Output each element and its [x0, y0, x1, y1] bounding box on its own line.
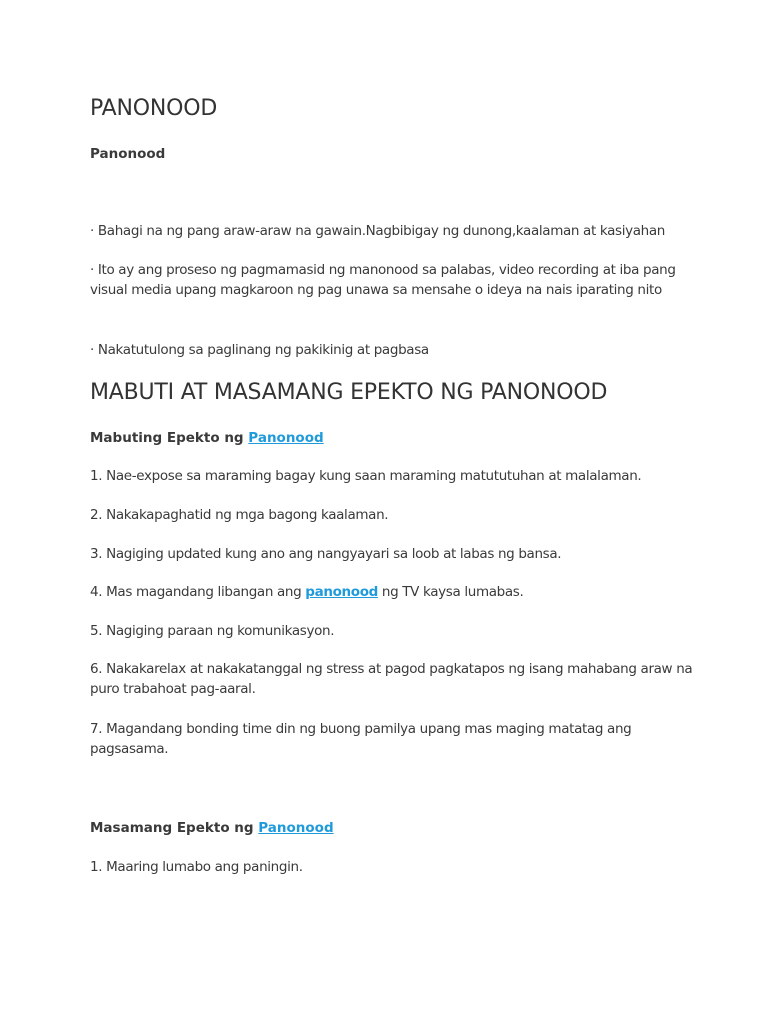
panonood-link-bad[interactable]: Panonood — [258, 820, 334, 836]
good-item-2: 2. Nakakapaghatid ng mga bagong kaalaman. — [90, 507, 389, 523]
panonood-link[interactable]: Panonood — [248, 430, 324, 446]
intro-bullet-2: · Ito ay ang proseso ng pagmamasid ng manonood sa palabas, video recording at iba pang visual media upang magkaroon ng pag unawa sa mensahe o ideya na nais iparating nito — [90, 262, 676, 298]
panonood-link-inline[interactable]: panonood — [305, 584, 378, 600]
subtitle: Panonood — [90, 146, 166, 162]
good-item-3: 3. Nagiging updated kung ano ang nangyayari sa loob at labas ng bansa. — [90, 546, 562, 562]
bad-effects-heading-text: Masamang Epekto ng — [90, 820, 259, 836]
good-item-4-prefix: 4. Mas magandang libangan ang — [90, 584, 306, 600]
good-item-6: 6. Nakakarelax at nakakatanggal ng stress at pagod pagkatapos ng isang mahabang araw na puro trabahoat pag-aaral. — [90, 661, 693, 697]
bad-item-1: 1. Maaring lumabo ang paningin. — [90, 859, 303, 875]
good-item-1: 1. Nae-expose sa maraming bagay kung saan maraming matututuhan at malalaman. — [90, 468, 642, 484]
good-effects-heading — [90, 430, 324, 446]
good-effects-heading-text: Mabuting Epekto ng — [90, 430, 249, 446]
good-item-4 — [90, 582, 700, 602]
good-item-5: 5. Nagiging paraan ng komunikasyon. — [90, 623, 335, 639]
page-title: PANONOOD — [90, 96, 218, 121]
bad-effects-heading — [90, 820, 334, 836]
good-item-4-suffix: ng TV kaysa lumabas. — [377, 584, 524, 600]
intro-bullet-1: · Bahagi na ng pang araw-araw na gawain.Nagbibigay ng dunong,kaalaman at kasiyahan — [90, 223, 666, 239]
section-title: MABUTI AT MASAMANG EPEKTO NG PANONOOD — [90, 380, 608, 405]
good-item-7: 7. Magandang bonding time din ng buong pamilya upang mas maging matatag ang pagsasama. — [90, 721, 632, 757]
intro-bullet-3: · Nakatutulong sa paglinang ng pakikinig at pagbasa — [90, 342, 429, 358]
